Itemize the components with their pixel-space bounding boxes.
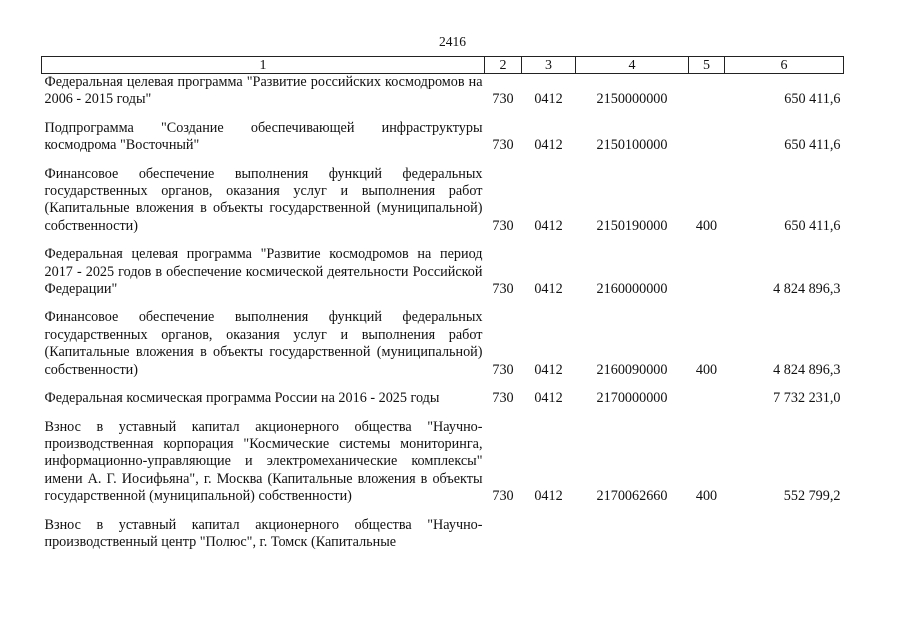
section-code: 0412	[534, 281, 563, 298]
table-row	[42, 309, 844, 379]
row-description: Федеральная целевая программа "Развитие российских космодромов на 2006 - 2015 годы"	[44, 74, 483, 108]
ministry-code: 730	[492, 390, 514, 407]
target-article-code: 2150100000	[596, 137, 668, 154]
column-header-4: 4	[576, 57, 689, 74]
section-code: 0412	[534, 91, 563, 108]
amount: 650 411,6	[784, 91, 841, 108]
row-description: Финансовое обеспечение выполнения функций федеральных государственных органов, оказания услуг и выполнения работ (Капитальные вложения в объекты государственной (муниципальной) собственности)	[44, 165, 483, 234]
ministry-code: 730	[492, 281, 514, 298]
expense-type-code	[689, 74, 725, 109]
table-row	[42, 120, 844, 155]
table-row	[42, 390, 844, 407]
table-header	[42, 57, 844, 74]
ministry-code: 730	[492, 361, 514, 378]
amount: 650 411,6	[784, 217, 841, 234]
target-article-code: 2150190000	[596, 217, 668, 234]
expense-type-code	[689, 517, 725, 552]
ministry-code: 730	[492, 137, 514, 154]
section-code	[522, 517, 576, 552]
column-header-1: 1	[42, 57, 485, 74]
table-row	[42, 166, 844, 236]
section-code: 0412	[534, 488, 563, 505]
budget-table	[41, 56, 844, 551]
table-row	[42, 419, 844, 506]
column-header-3: 3	[522, 57, 576, 74]
target-article-code: 2150000000	[596, 91, 668, 108]
table-row	[42, 246, 844, 298]
amount: 552 799,2	[783, 488, 841, 505]
column-header-2: 2	[485, 57, 522, 74]
target-article-code: 2160090000	[596, 361, 668, 378]
row-description: Федеральная космическая программа России на 2016 - 2025 годы	[44, 390, 440, 407]
column-header-5: 5	[689, 57, 725, 74]
ministry-code: 730	[492, 488, 514, 505]
expense-type-code	[689, 246, 725, 298]
table-row	[42, 74, 844, 109]
row-description: Подпрограмма "Создание обеспечивающей инфраструктуры космодрома "Восточный"	[44, 119, 483, 154]
section-code: 0412	[534, 217, 563, 234]
row-description: Финансовое обеспечение выполнения функций федеральных государственных органов, оказания услуг и выполнения работ (Капитальные вложения в объекты государственной (муниципальной) собственности)	[44, 309, 483, 378]
amount: 4 824 896,3	[773, 281, 841, 298]
expense-type-code: 400	[695, 488, 718, 505]
expense-type-code	[689, 120, 725, 155]
amount: 7 732 231,0	[773, 390, 841, 407]
section-code: 0412	[534, 137, 563, 154]
ministry-code	[485, 517, 522, 552]
row-description: Взнос в уставный капитал акционерного общества "Научно-производственный центр "Полюс", г. Томск (Капитальные	[44, 516, 483, 550]
section-code: 0412	[534, 390, 563, 407]
column-header-6: 6	[725, 57, 844, 74]
target-article-code	[576, 517, 689, 552]
target-article-code: 2170000000	[596, 390, 668, 407]
row-description: Взнос в уставный капитал акционерного общества "Научно-производственная корпорация "Космические системы мониторинга, информационно-управляющие и электромеханические комплексы" имени А. Г. Иосифьяна", г. Москва (Капитальные вложения в объекты государственной (муниципальной) собственности)	[44, 418, 483, 505]
expense-type-code: 400	[695, 361, 718, 378]
header-row	[42, 57, 844, 74]
amount: 4 824 896,3	[773, 361, 841, 378]
amount: 650 411,6	[784, 137, 841, 154]
target-article-code: 2170062660	[596, 488, 668, 505]
row-description: Федеральная целевая программа "Развитие космодромов на период 2017 - 2025 годов в обеспечение космической деятельности Российской Федерации"	[44, 246, 483, 298]
table-row	[42, 517, 844, 552]
ministry-code: 730	[492, 91, 514, 108]
ministry-code: 730	[492, 217, 514, 234]
expense-type-code: 400	[695, 217, 718, 234]
expense-type-code	[689, 390, 725, 407]
page-number: 2416	[439, 34, 466, 49]
section-code: 0412	[534, 361, 563, 378]
target-article-code: 2160000000	[596, 281, 668, 298]
amount	[725, 517, 844, 552]
